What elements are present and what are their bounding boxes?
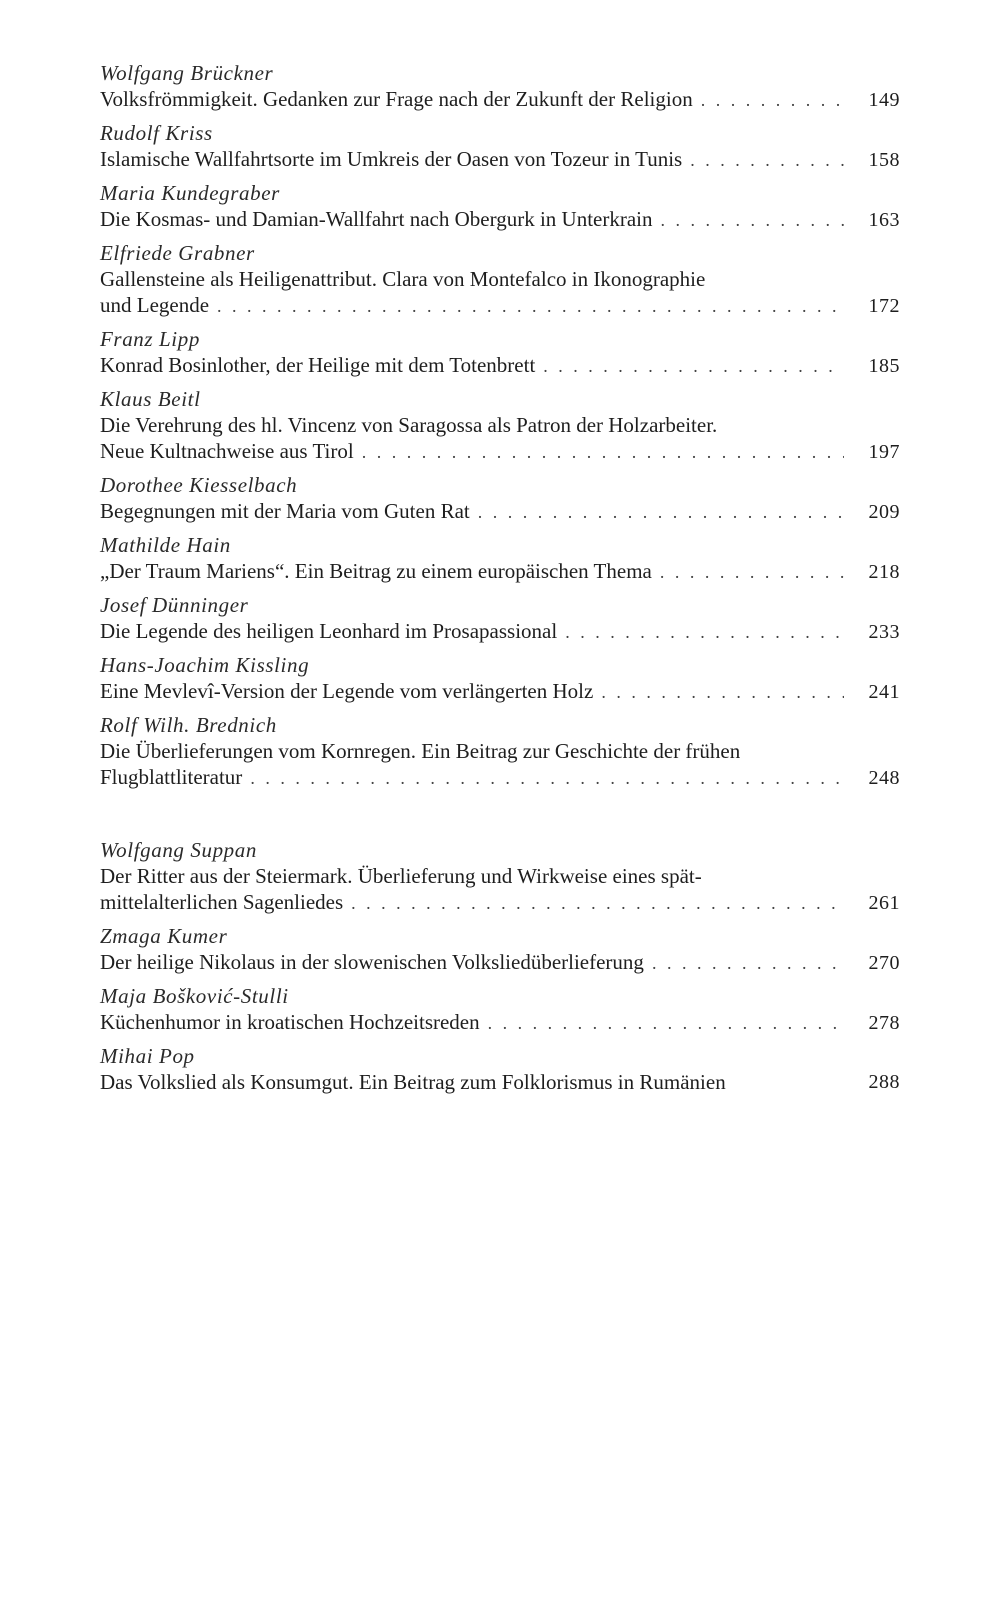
dot-leader [488,1010,844,1036]
entry-title [100,949,900,976]
page-number: 270 [868,952,900,974]
entry-title [100,146,900,173]
entry-title [100,86,900,113]
entry-title [100,863,900,916]
entry-title-line: Die Legende des heiligen Leonhard im Prosapassional [100,619,558,643]
entry-author: Maja Bošković-Stulli [100,984,289,1008]
entry-title-line: Islamische Wallfahrtsorte im Umkreis der Oasen von Tozeur in Tunis [100,147,683,171]
entry-title-last-line [100,949,844,976]
dot-leader [543,353,844,379]
entry-author: Franz Lipp [100,327,200,351]
entry-title-line: Küchenhumor in kroatischen Hochzeitsreden [100,1010,480,1034]
entry-title [100,558,900,585]
page-number: 163 [868,209,900,231]
entry-title-line: Flugblattliteratur [100,765,243,789]
page-number: 149 [868,89,900,111]
entry-title-last-line [100,352,844,379]
entry-title [100,266,900,319]
toc-entry [100,652,900,705]
entry-title-line: Der Ritter aus der Steiermark. Überlieferung und Wirkweise eines spät- [100,864,702,888]
entry-title-line: Der heilige Nikolaus in der slowenischen Volksliedüberlieferung [100,950,644,974]
page-number: 278 [868,1012,900,1034]
entry-title-last-line [100,498,844,525]
entry-title-last-line [100,438,844,465]
entry-author: Elfriede Grabner [100,241,255,265]
page-number: 185 [868,355,900,377]
toc-entry [100,532,900,585]
entry-title-last-line [100,292,844,319]
entry-title-line: Gallensteine als Heiligenattribut. Clara von Montefalco in Ikonographie [100,267,706,291]
entry-title-last-line [100,1009,844,1036]
toc-section [100,60,900,791]
page-number: 209 [868,501,900,523]
table-of-contents [100,60,900,1102]
entry-title-last-line [100,558,844,585]
entry-title-line: Die Verehrung des hl. Vincenz von Saragossa als Patron der Holzarbeiter. [100,413,718,437]
toc-entry [100,386,900,465]
dot-leader [565,619,844,645]
dot-leader [351,890,844,916]
entry-author: Wolfgang Suppan [100,838,257,862]
entry-title-line: und Legende [100,293,210,317]
entry-title-last-line [100,86,844,113]
entry-title [100,618,900,645]
entry-author: Maria Kundegraber [100,181,280,205]
dot-leader [217,293,844,319]
toc-entry [100,837,900,916]
entry-title-last-line [100,618,844,645]
entry-title-line: Konrad Bosinlother, der Heilige mit dem Totenbrett [100,353,536,377]
dot-leader [690,147,844,173]
entry-author: Rolf Wilh. Brednich [100,713,277,737]
entry-author: Mihai Pop [100,1044,195,1068]
entry-title-line: mittelalterlichen Sagenliedes [100,890,344,914]
entry-author: Wolfgang Brückner [100,61,274,85]
entry-author: Mathilde Hain [100,533,231,557]
toc-entry [100,592,900,645]
dot-leader [661,207,844,233]
entry-title [100,352,900,379]
entry-title-line: Das Volkslied als Konsumgut. Ein Beitrag zum Folklorismus in Rumänien [100,1070,726,1094]
entry-title-line: „Der Traum Mariens“. Ein Beitrag zu einem europäischen Thema [100,559,652,583]
toc-entry [100,120,900,173]
entry-author: Klaus Beitl [100,387,201,411]
page-number: 158 [868,149,900,171]
entry-title-last-line [100,889,844,916]
toc-entry [100,60,900,113]
entry-title-line: Die Kosmas- und Damian-Wallfahrt nach Obergurk in Unterkrain [100,207,653,231]
page-number: 172 [868,295,900,317]
entry-title-last-line [100,678,844,705]
toc-entry [100,240,900,319]
dot-leader [478,499,844,525]
page-number: 248 [868,767,900,789]
toc-entry [100,1043,900,1095]
page-number: 233 [868,621,900,643]
dot-leader [652,950,844,976]
entry-title [100,738,900,791]
entry-title-line: Volksfrömmigkeit. Gedanken zur Frage nach der Zukunft der Religion [100,87,693,111]
page-number: 241 [868,681,900,703]
entry-author: Hans-Joachim Kissling [100,653,310,677]
entry-title [100,206,900,233]
entry-title [100,678,900,705]
entry-author: Zmaga Kumer [100,924,228,948]
entry-title-line: Begegnungen mit der Maria vom Guten Rat [100,499,470,523]
toc-entry [100,472,900,525]
entry-title [100,498,900,525]
toc-entry [100,923,900,976]
toc-entry [100,983,900,1036]
entry-title-line: Neue Kultnachweise aus Tirol [100,439,354,463]
page-number: 288 [868,1071,900,1093]
toc-entry [100,180,900,233]
entry-author: Dorothee Kiesselbach [100,473,298,497]
dot-leader [701,87,844,113]
entry-title-last-line [100,206,844,233]
page-number: 218 [868,561,900,583]
entry-author: Josef Dünninger [100,593,249,617]
entry-title-last-line [100,1069,844,1095]
toc-section [100,837,900,1095]
dot-leader [250,765,844,791]
page-number: 197 [868,441,900,463]
entry-title-last-line [100,146,844,173]
entry-title [100,1069,900,1095]
dot-leader [362,439,844,465]
toc-entry [100,326,900,379]
entry-title-line: Die Überlieferungen vom Kornregen. Ein Beitrag zur Geschichte der frühen [100,739,741,763]
page-number: 261 [868,892,900,914]
entry-title-last-line [100,764,844,791]
entry-title [100,412,900,465]
entry-author: Rudolf Kriss [100,121,213,145]
entry-title [100,1009,900,1036]
entry-title-line: Eine Mevlevî-Version der Legende vom verlängerten Holz [100,679,594,703]
toc-entry [100,712,900,791]
dot-leader [660,559,844,585]
dot-leader [601,679,844,705]
